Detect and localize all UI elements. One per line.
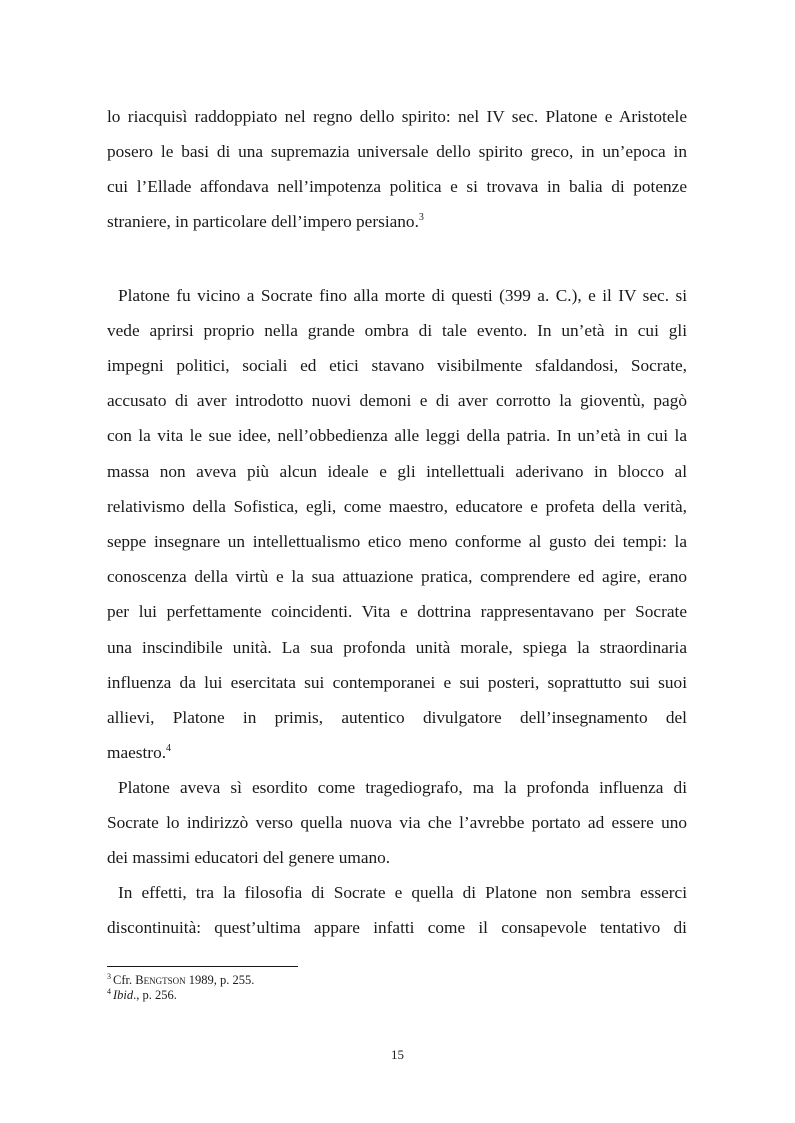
footnote-3-author: Bengtson [135, 973, 186, 987]
footnote-ref-4[interactable]: 4 [166, 743, 172, 755]
footnote-3-citation: 1989, p. 255. [185, 973, 255, 987]
footnote-3-prefix: Cfr. [113, 973, 136, 987]
footnote-4-citation: ., p. 256. [133, 988, 177, 1002]
paragraph-2-line-13: allievi, Platone in primis, autentico divulgatore dell’insegnamento del [107, 708, 687, 727]
paragraph-2-line-6: massa non aveva più alcun ideale e gli intellettuali aderivano in blocco al [107, 462, 687, 481]
paragraph-2-line-4: accusato di aver introdotto nuovi demoni e di aver corrotto la gioventù, pagò [107, 391, 687, 410]
paragraph-2-line-1: Platone fu vicino a Socrate fino alla morte di questi (399 a. C.), e il IV sec. si [118, 286, 687, 305]
paragraph-3-line-3: dei massimi educatori del genere umano. [107, 848, 391, 867]
paragraph-4-line-1: In effetti, tra la filosofia di Socrate e quella di Platone non sembra esserci [118, 883, 687, 902]
paragraph-1-line-3: cui l’Ellade affondava nell’impotenza politica e si trovava in balia di potenze [107, 177, 687, 196]
footnote-3 [107, 973, 254, 988]
paragraph-2-line-7: relativismo della Sofistica, egli, come maestro, educatore e profeta della verità, [107, 497, 687, 516]
paragraph-1-line-1: lo riacquisì raddoppiato nel regno dello spirito: nel IV sec. Platone e Aristotele [107, 107, 687, 126]
paragraph-1-line-4-text: straniere, in particolare dell’impero persiano. [107, 212, 419, 231]
paragraph-1-line-2: posero le basi di una supremazia universale dello spirito greco, in un’epoca in [107, 142, 687, 161]
page-number: 15 [391, 1047, 404, 1062]
footnote-3-number: 3 [107, 971, 111, 981]
paragraph-3-line-2: Socrate lo indirizzò verso quella nuova via che l’avrebbe portato ad essere uno [107, 813, 687, 832]
paragraph-4-line-2: discontinuità: quest’ultima appare infatti come il consapevole tentativo di [107, 918, 687, 937]
paragraph-2-line-8: seppe insegnare un intellettualismo etico meno conforme al gusto dei tempi: la [107, 532, 687, 551]
paragraph-1-line-4 [107, 211, 687, 233]
paragraph-2-line-10: per lui perfettamente coincidenti. Vita e dottrina rappresentavano per Socrate [107, 602, 687, 621]
footnote-4-number: 4 [107, 986, 111, 996]
paragraph-2-line-11: una inscindibile unità. La sua profonda unità morale, spiega la straordinaria [107, 638, 687, 657]
paragraph-2-line-3: impegni politici, sociali ed etici stavano visibilmente sfaldandosi, Socrate, [107, 356, 687, 375]
paragraph-2-line-14-text: maestro. [107, 743, 167, 762]
paragraph-2-line-9: conoscenza della virtù e la sua attuazione pratica, comprendere ed agire, erano [107, 567, 687, 586]
paragraph-2-line-5: con la vita le sue idee, nell’obbedienza alle leggi della patria. In un’età in cui la [107, 426, 687, 445]
footnote-separator [107, 966, 298, 967]
paragraph-3-line-1: Platone aveva sì esordito come tragediografo, ma la profonda influenza di [118, 778, 687, 797]
paragraph-2-line-14 [107, 742, 687, 764]
footnote-ref-3[interactable]: 3 [418, 212, 424, 224]
paragraph-2-line-12: influenza da lui esercitata sui contemporanei e sui posteri, soprattutto sui suoi [107, 673, 687, 692]
footnote-4 [107, 988, 177, 1003]
footnote-4-ibid: Ibid [113, 988, 134, 1002]
paragraph-2-line-2: vede aprirsi proprio nella grande ombra di tale evento. In un’età in cui gli [107, 321, 687, 340]
